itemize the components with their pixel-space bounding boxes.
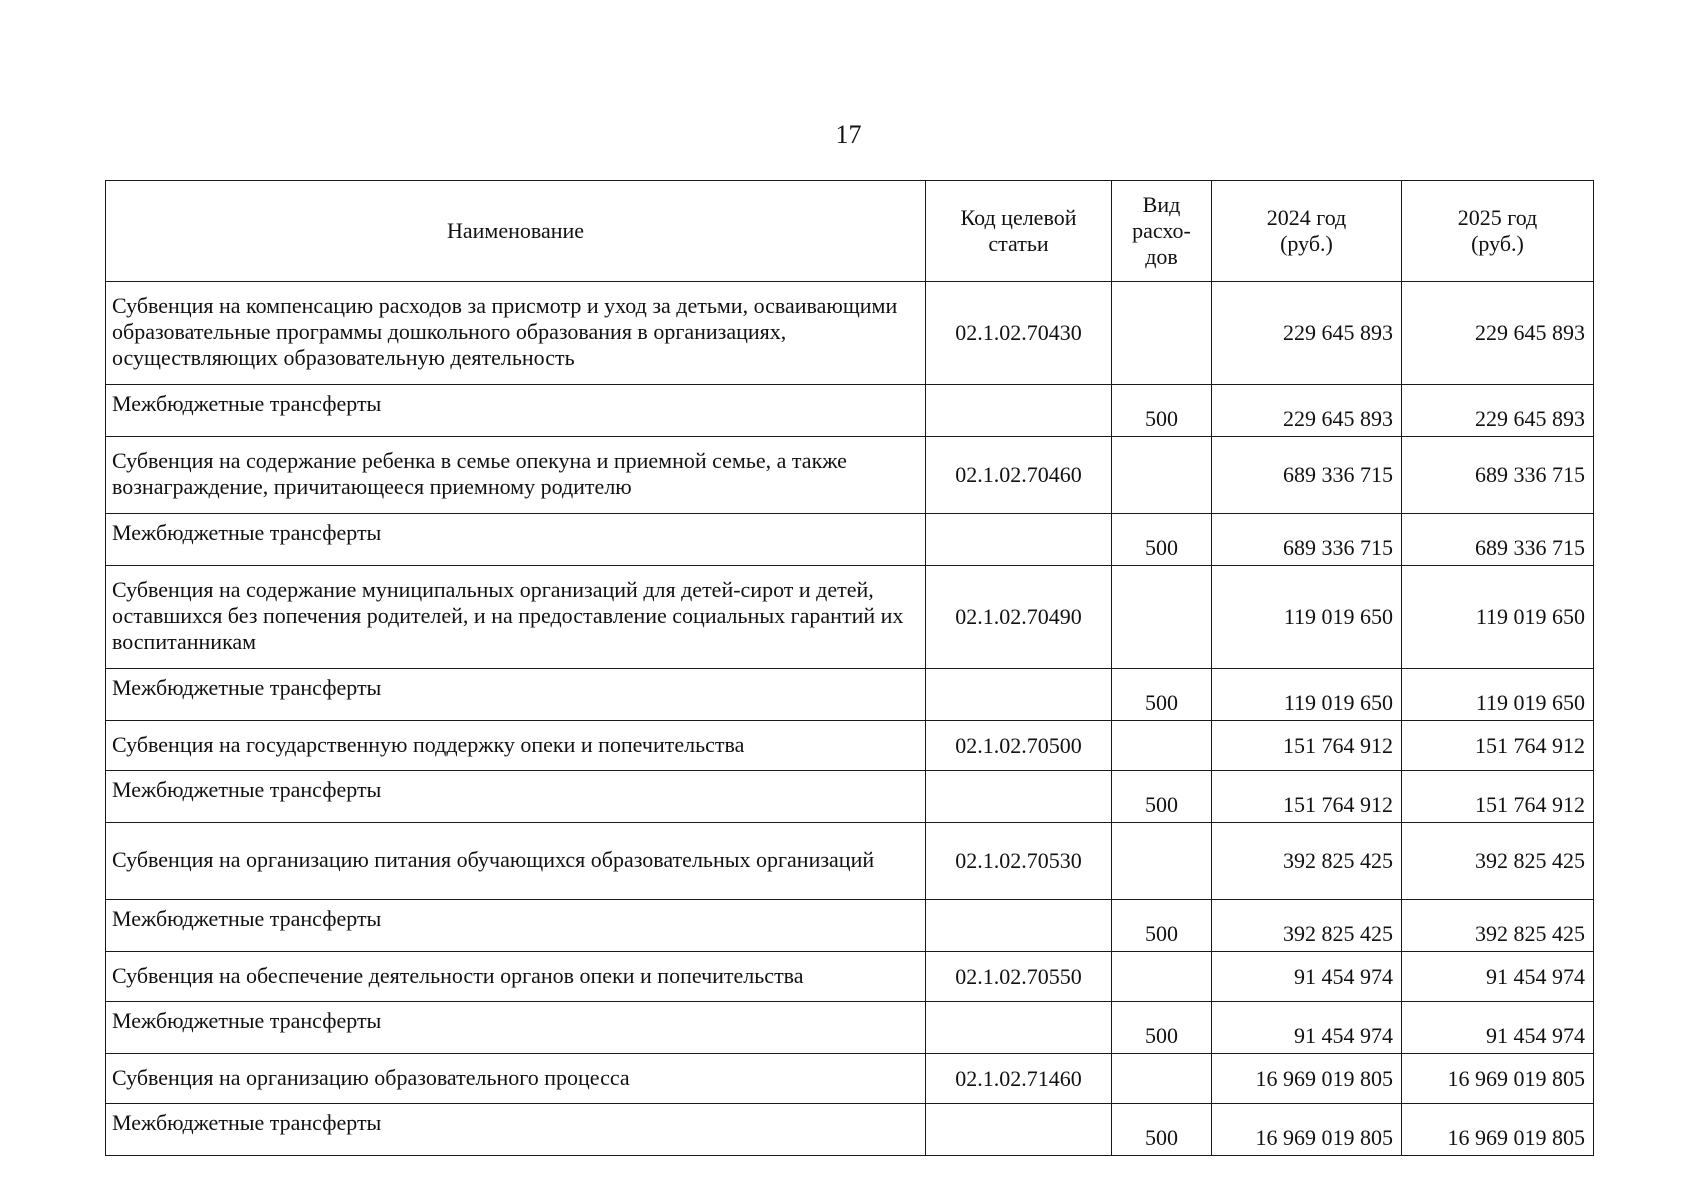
table-row: [106, 514, 1594, 566]
row-expense-kind: 500: [1112, 385, 1212, 437]
row-2024: 689 336 715: [1212, 437, 1402, 514]
row-code: [926, 514, 1112, 566]
table-row: [106, 1002, 1594, 1054]
row-code: 02.1.02.70430: [926, 282, 1112, 385]
row-expense-kind: 500: [1112, 771, 1212, 823]
row-2025: 689 336 715: [1402, 437, 1594, 514]
row-2025: 151 764 912: [1402, 771, 1594, 823]
table-row: [106, 282, 1594, 385]
row-expense-kind: [1112, 952, 1212, 1002]
row-name: Межбюджетные трансферты: [106, 900, 926, 952]
header-expense-kind: Вид расхо- дов: [1112, 181, 1212, 282]
row-2025: 229 645 893: [1402, 282, 1594, 385]
row-2025: 91 454 974: [1402, 1002, 1594, 1054]
header-2024: 2024 год (руб.): [1212, 181, 1402, 282]
row-expense-kind: [1112, 823, 1212, 900]
row-name: Субвенция на содержание муниципальных организаций для детей-сирот и детей, оставшихся без попечения родителей, и на предоставление социальных гарантий их воспитанникам: [106, 566, 926, 669]
table-row: [106, 1054, 1594, 1104]
row-expense-kind: [1112, 566, 1212, 669]
header-code: Код целевой статьи: [926, 181, 1112, 282]
row-2025: 151 764 912: [1402, 721, 1594, 771]
table-row: [106, 1104, 1594, 1156]
row-code: 02.1.02.70500: [926, 721, 1112, 771]
page-number: 17: [835, 120, 862, 149]
row-2025: 392 825 425: [1402, 900, 1594, 952]
row-name: Межбюджетные трансферты: [106, 1104, 926, 1156]
row-2025: 689 336 715: [1402, 514, 1594, 566]
table-row: [106, 900, 1594, 952]
row-2024: 119 019 650: [1212, 669, 1402, 721]
row-2025: 392 825 425: [1402, 823, 1594, 900]
row-expense-kind: [1112, 1054, 1212, 1104]
row-2024: 229 645 893: [1212, 385, 1402, 437]
row-2024: 229 645 893: [1212, 282, 1402, 385]
row-expense-kind: 500: [1112, 900, 1212, 952]
row-name: Субвенция на обеспечение деятельности органов опеки и попечительства: [106, 952, 926, 1002]
row-expense-kind: [1112, 721, 1212, 771]
row-code: [926, 669, 1112, 721]
row-name: Субвенция на организацию питания обучающихся образовательных организаций: [106, 823, 926, 900]
row-code: 02.1.02.70460: [926, 437, 1112, 514]
row-name: Межбюджетные трансферты: [106, 514, 926, 566]
row-expense-kind: 500: [1112, 1104, 1212, 1156]
row-name: Субвенция на компенсацию расходов за присмотр и уход за детьми, осваивающими образовательные программы дошкольного образования в организациях, осуществляющих образовательную деятельность: [106, 282, 926, 385]
budget-table: [105, 180, 1594, 1156]
row-expense-kind: [1112, 437, 1212, 514]
row-2025: 16 969 019 805: [1402, 1054, 1594, 1104]
row-code: [926, 900, 1112, 952]
row-name: Субвенция на государственную поддержку опеки и попечительства: [106, 721, 926, 771]
row-code: 02.1.02.70490: [926, 566, 1112, 669]
row-2024: 392 825 425: [1212, 823, 1402, 900]
header-name: Наименование: [106, 181, 926, 282]
row-expense-kind: [1112, 282, 1212, 385]
table-row: [106, 669, 1594, 721]
row-name: Субвенция на содержание ребенка в семье опекуна и приемной семье, а также вознаграждение, причитающееся приемному родителю: [106, 437, 926, 514]
table-row: [106, 952, 1594, 1002]
row-code: [926, 771, 1112, 823]
table-row: [106, 385, 1594, 437]
table-row: [106, 771, 1594, 823]
row-name: Субвенция на организацию образовательного процесса: [106, 1054, 926, 1104]
row-2024: 16 969 019 805: [1212, 1104, 1402, 1156]
row-2024: 16 969 019 805: [1212, 1054, 1402, 1104]
header-2025: 2025 год (руб.): [1402, 181, 1594, 282]
table-header-row: [106, 181, 1594, 282]
row-code: [926, 1104, 1112, 1156]
row-expense-kind: 500: [1112, 1002, 1212, 1054]
row-2025: 229 645 893: [1402, 385, 1594, 437]
row-code: 02.1.02.71460: [926, 1054, 1112, 1104]
row-2025: 119 019 650: [1402, 566, 1594, 669]
row-code: 02.1.02.70550: [926, 952, 1112, 1002]
row-2024: 151 764 912: [1212, 771, 1402, 823]
row-2024: 689 336 715: [1212, 514, 1402, 566]
row-name: Межбюджетные трансферты: [106, 385, 926, 437]
row-expense-kind: 500: [1112, 669, 1212, 721]
row-2025: 91 454 974: [1402, 952, 1594, 1002]
row-expense-kind: 500: [1112, 514, 1212, 566]
row-2024: 91 454 974: [1212, 952, 1402, 1002]
row-2025: 16 969 019 805: [1402, 1104, 1594, 1156]
row-2024: 119 019 650: [1212, 566, 1402, 669]
table-row: [106, 721, 1594, 771]
row-2024: 151 764 912: [1212, 721, 1402, 771]
row-code: [926, 1002, 1112, 1054]
row-name: Межбюджетные трансферты: [106, 669, 926, 721]
row-code: [926, 385, 1112, 437]
row-2025: 119 019 650: [1402, 669, 1594, 721]
table-row: [106, 437, 1594, 514]
row-name: Межбюджетные трансферты: [106, 771, 926, 823]
row-2024: 91 454 974: [1212, 1002, 1402, 1054]
row-name: Межбюджетные трансферты: [106, 1002, 926, 1054]
row-code: 02.1.02.70530: [926, 823, 1112, 900]
table-row: [106, 823, 1594, 900]
table-row: [106, 566, 1594, 669]
row-2024: 392 825 425: [1212, 900, 1402, 952]
